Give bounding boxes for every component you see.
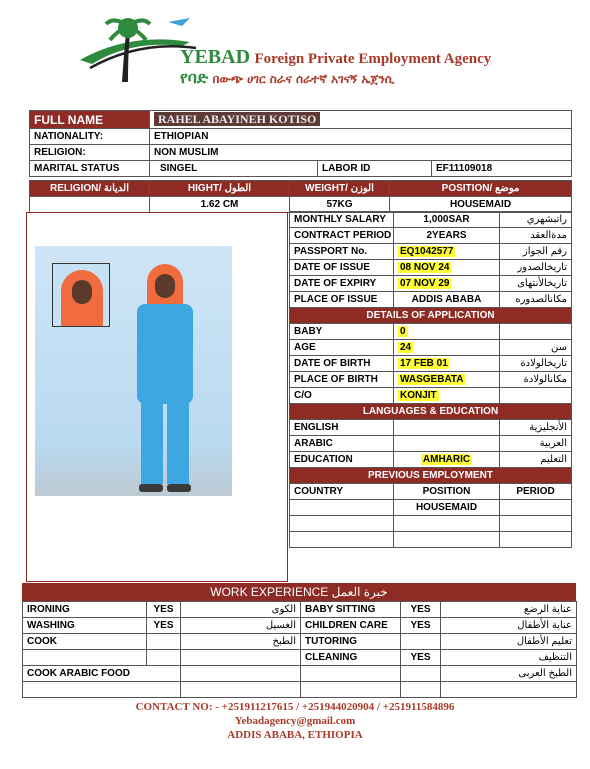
pob-row (290, 372, 572, 388)
cleaning-value: YES (401, 650, 441, 666)
passport-row (290, 244, 572, 260)
work-empty-1 (23, 650, 147, 666)
contact-email[interactable]: Yebadagency@gmail.com (234, 715, 356, 727)
weight-header: WEIGHT/ الوزن (290, 181, 390, 197)
cook-value (147, 634, 181, 650)
previous-header (290, 468, 572, 484)
arabic-ar: العربية (500, 436, 572, 452)
tutoring-ar: تعليم الأطفال (441, 634, 577, 650)
salary-label: MONTHLY SALARY (290, 212, 394, 228)
age-ar: سن (500, 340, 572, 356)
religion-label: RELIGION: (30, 145, 150, 161)
languages-title: LANGUAGES & EDUCATION (290, 404, 572, 420)
tutoring-label: TUTORING (301, 634, 401, 650)
religion-row (30, 145, 572, 161)
cleaning-ar: التنظيف (441, 650, 577, 666)
dob-row (290, 356, 572, 372)
passport-label: PASSPORT No. (290, 244, 394, 260)
previous-row-2 (290, 516, 572, 532)
previous-country-1 (290, 500, 394, 516)
previous-col-country: COUNTRY (290, 484, 394, 500)
previous-columns (290, 484, 572, 500)
agency-short-amharic: የባድ (180, 68, 209, 87)
height-header: HIGHT/ الطول (150, 181, 290, 197)
work-empty-6 (401, 666, 441, 682)
ironing-ar: الكوى (181, 602, 301, 618)
baby-sitting-ar: عناية الرضع (441, 602, 577, 618)
issue-label: DATE OF ISSUE (290, 260, 394, 276)
previous-position-1: HOUSEMAID (394, 500, 500, 516)
age-label: AGE (290, 340, 394, 356)
english-ar: الأنجليزية (500, 420, 572, 436)
position-value: HOUSEMAID (390, 197, 572, 213)
education-cell (394, 452, 500, 468)
tutoring-value (401, 634, 441, 650)
work-empty-9 (301, 682, 401, 698)
agency-short-name: YEBAD (180, 46, 251, 68)
english-value (394, 420, 500, 436)
education-label: EDUCATION (290, 452, 394, 468)
work-experience-title: WORK EXPERIENCE خبرة العمل (22, 583, 576, 601)
co-value: KONJIT (400, 389, 437, 401)
religion-attr-empty (30, 197, 150, 213)
place-issue-value: ADDIS ABABA (394, 292, 500, 308)
work-empty-8 (181, 682, 301, 698)
expiry-value: 07 NOV 29 (400, 277, 450, 289)
passport-value: EQ1042577 (400, 245, 454, 257)
pob-value: WASGEBATA (400, 373, 464, 385)
contract-table (289, 211, 572, 548)
full-name-label: FULL NAME (30, 111, 150, 129)
work-row-4 (23, 650, 577, 666)
work-empty-5 (301, 666, 401, 682)
agency-header (60, 12, 580, 94)
full-name-row (30, 111, 572, 129)
washing-value: YES (147, 618, 181, 634)
cook-arabic-label: COOK ARABIC FOOD (23, 666, 181, 682)
english-row (290, 420, 572, 436)
photo-panel (26, 212, 288, 582)
arabic-row (290, 436, 572, 452)
education-value: AMHARIC (422, 453, 471, 465)
arabic-value (394, 436, 500, 452)
salary-row (290, 212, 572, 228)
weight-value: 57KG (290, 197, 390, 213)
full-name-value: RAHEL ABAYINEH KOTISO (154, 112, 320, 126)
co-cell (394, 388, 500, 404)
period-label: CONTRACT PERIOD (290, 228, 394, 244)
agency-full-amharic: በውጭ ሀገር ስራና ሰራተኛ አገናኝ ኤጀንሲ (212, 72, 395, 86)
expiry-label: DATE OF EXPIRY (290, 276, 394, 292)
work-row-2 (23, 618, 577, 634)
work-empty-7 (23, 682, 181, 698)
previous-position-3 (394, 532, 500, 548)
marital-row (30, 161, 572, 177)
full-name-cell (150, 111, 572, 129)
work-experience-table (22, 601, 577, 698)
baby-sitting-value: YES (401, 602, 441, 618)
place-issue-row (290, 292, 572, 308)
work-empty-2 (147, 650, 181, 666)
labor-id-value: EF11109018 (432, 161, 572, 177)
work-empty-10 (401, 682, 441, 698)
pob-cell (394, 372, 500, 388)
issue-cell (394, 260, 500, 276)
period-ar: مدةالعقد (500, 228, 572, 244)
washing-ar: الغسيل (181, 618, 301, 634)
marital-value: SINGEL (150, 161, 318, 177)
baby-row (290, 324, 572, 340)
period-row (290, 228, 572, 244)
education-row (290, 452, 572, 468)
previous-period-2 (500, 516, 572, 532)
personal-table (29, 110, 572, 177)
work-row-1 (23, 602, 577, 618)
salary-value: 1,000SAR (394, 212, 500, 228)
dob-label: DATE OF BIRTH (290, 356, 394, 372)
salary-ar: راتبشهري (500, 212, 572, 228)
previous-row-3 (290, 532, 572, 548)
marital-label: MARITAL STATUS (30, 161, 150, 177)
work-row-6 (23, 682, 577, 698)
previous-country-3 (290, 532, 394, 548)
expiry-cell (394, 276, 500, 292)
previous-position-2 (394, 516, 500, 532)
period-value: 2YEARS (394, 228, 500, 244)
work-empty-11 (441, 682, 577, 698)
attributes-table (29, 180, 572, 213)
attributes-header (30, 181, 572, 197)
work-empty-3 (181, 650, 301, 666)
contact-address: ADDIS ABABA, ETHIOPIA (227, 729, 363, 741)
previous-country-2 (290, 516, 394, 532)
cleaning-label: CLEANING (301, 650, 401, 666)
languages-header (290, 404, 572, 420)
baby-label: BABY (290, 324, 394, 340)
position-header: POSITION/ موضع (390, 181, 572, 197)
pob-label: PLACE OF BIRTH (290, 372, 394, 388)
previous-period-1 (500, 500, 572, 516)
arabic-label: ARABIC (290, 436, 394, 452)
issue-row (290, 260, 572, 276)
cook-ar: الطبخ (181, 634, 301, 650)
cook-label: COOK (23, 634, 147, 650)
portrait-inset (52, 263, 110, 327)
footer (0, 700, 590, 742)
previous-row-1 (290, 500, 572, 516)
issue-value: 08 NOV 24 (400, 261, 450, 273)
age-row (290, 340, 572, 356)
dob-value: 17 FEB 01 (400, 357, 448, 369)
work-empty-4 (181, 666, 301, 682)
application-title: DETAILS OF APPLICATION (290, 308, 572, 324)
application-header (290, 308, 572, 324)
baby-value: 0 (400, 325, 406, 337)
ironing-value: YES (147, 602, 181, 618)
nationality-label: NATIONALITY: (30, 129, 150, 145)
pob-ar: مكانالولادة (500, 372, 572, 388)
contact-numbers: CONTACT NO: - +251911217615 / +251944020904 / +251911584896 (135, 701, 455, 713)
agency-full-name: Foreign Private Employment Agency (254, 51, 492, 67)
previous-period-3 (500, 532, 572, 548)
previous-col-period: PERIOD (500, 484, 572, 500)
agency-name-amharic (180, 68, 394, 88)
children-care-label: CHILDREN CARE (301, 618, 401, 634)
religion-header: RELIGION/ الديانة (30, 181, 150, 197)
nationality-row (30, 129, 572, 145)
co-label: C/O (290, 388, 394, 404)
baby-sitting-label: BABY SITTING (301, 602, 401, 618)
co-row (290, 388, 572, 404)
expiry-ar: تاريخالأنتهاى (500, 276, 572, 292)
previous-col-position: POSITION (394, 484, 500, 500)
age-cell (394, 340, 500, 356)
labor-id-label: LABOR ID (318, 161, 432, 177)
co-ar-empty (500, 388, 572, 404)
dob-ar: تاريخالولادة (500, 356, 572, 372)
expiry-row (290, 276, 572, 292)
education-ar: التعليم (500, 452, 572, 468)
age-value: 24 (400, 341, 412, 353)
place-issue-ar: مكانالصدوره (500, 292, 572, 308)
baby-cell (394, 324, 500, 340)
passport-ar: رقم الجواز (500, 244, 572, 260)
work-row-5 (23, 666, 577, 682)
standing-figure (135, 264, 195, 494)
children-care-value: YES (401, 618, 441, 634)
issue-ar: تاريخالصدور (500, 260, 572, 276)
ironing-label: IRONING (23, 602, 147, 618)
candidate-photo (35, 246, 232, 496)
washing-label: WASHING (23, 618, 147, 634)
dob-cell (394, 356, 500, 372)
height-value: 1.62 CM (150, 197, 290, 213)
religion-value: NON MUSLIM (150, 145, 572, 161)
children-care-ar: عناية الأطفال (441, 618, 577, 634)
agency-name (180, 46, 491, 69)
previous-title: PREVIOUS EMPLOYMENT (290, 468, 572, 484)
cook-arabic-ar: الطبخ العربى (441, 666, 577, 682)
place-issue-label: PLACE OF ISSUE (290, 292, 394, 308)
work-row-3 (23, 634, 577, 650)
english-label: ENGLISH (290, 420, 394, 436)
passport-cell (394, 244, 500, 260)
nationality-value: ETHIOPIAN (150, 129, 572, 145)
baby-ar-empty (500, 324, 572, 340)
